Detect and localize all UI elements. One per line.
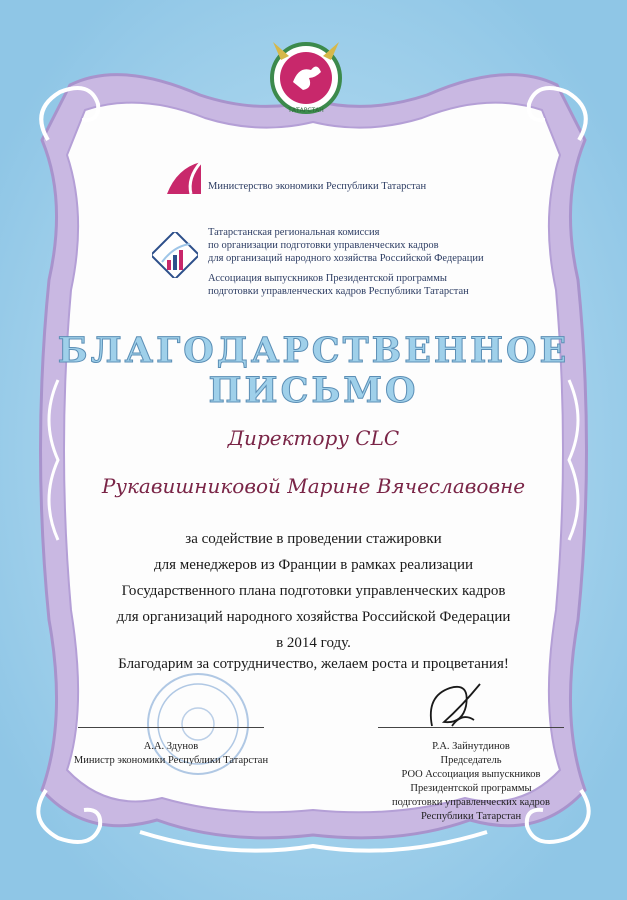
association-name (208, 272, 469, 298)
commission-logo-icon (152, 232, 198, 278)
association-line: Ассоциация выпускников Президентской программы (208, 273, 447, 284)
signatory-right-title-line: Президентской программы (410, 783, 532, 794)
body-line: в 2014 году. (276, 635, 351, 651)
body-line: для менеджеров из Франции в рамках реализации (153, 557, 474, 573)
commission-line: по организации подготовки управленческих кадров (208, 240, 439, 251)
signatory-left-title: Министр экономики Республики Татарстан (73, 755, 269, 766)
title-line-1: БЛАГОДАРСТВЕННОЕ (57, 330, 570, 371)
handwritten-signature (422, 676, 492, 736)
signatory-right (358, 740, 584, 824)
commission-line: для организаций народного хозяйства Российской Федерации (208, 253, 484, 264)
association-line: подготовки управленческих кадров Республики Татарстан (208, 286, 469, 297)
signatory-right-title-line: РОО Ассоциация выпускников (401, 769, 541, 780)
commission-line: Татарстанская региональная комиссия (208, 227, 380, 238)
title-line-2: ПИСЬМО (208, 370, 419, 411)
emblem-text: ТАТАРСТАН (288, 107, 324, 114)
signatory-right-title-line: подготовки управленческих кадров (391, 797, 551, 808)
ministry-name: Министерство экономики Республики Татарстан (208, 181, 427, 192)
signatory-left (58, 740, 284, 768)
signatory-right-name: Р.А. Зайнутдинов (432, 741, 510, 752)
body-line: за содействие в проведении стажировки (185, 531, 442, 547)
signature-line-left (78, 727, 264, 728)
tatarstan-emblem-icon (263, 38, 349, 116)
recipient-position: Директору CLC (227, 426, 400, 450)
body-line: Государственного плана подготовки управленческих кадров (121, 583, 506, 599)
ministry-logo-icon (163, 160, 203, 196)
recipient-name: Рукавишниковой Марине Вячеславовне (101, 474, 526, 498)
closing-line: Благодарим за сотрудничество, желаем роста и процветания! (118, 656, 509, 672)
body-line: для организаций народного хозяйства Российской Федерации (116, 609, 511, 625)
signatory-right-title-line: Председатель (440, 755, 502, 766)
signatory-right-title-line: Республики Татарстан (420, 811, 522, 822)
commission-name (208, 226, 484, 265)
signatory-left-name: А.А. Здунов (143, 741, 199, 752)
